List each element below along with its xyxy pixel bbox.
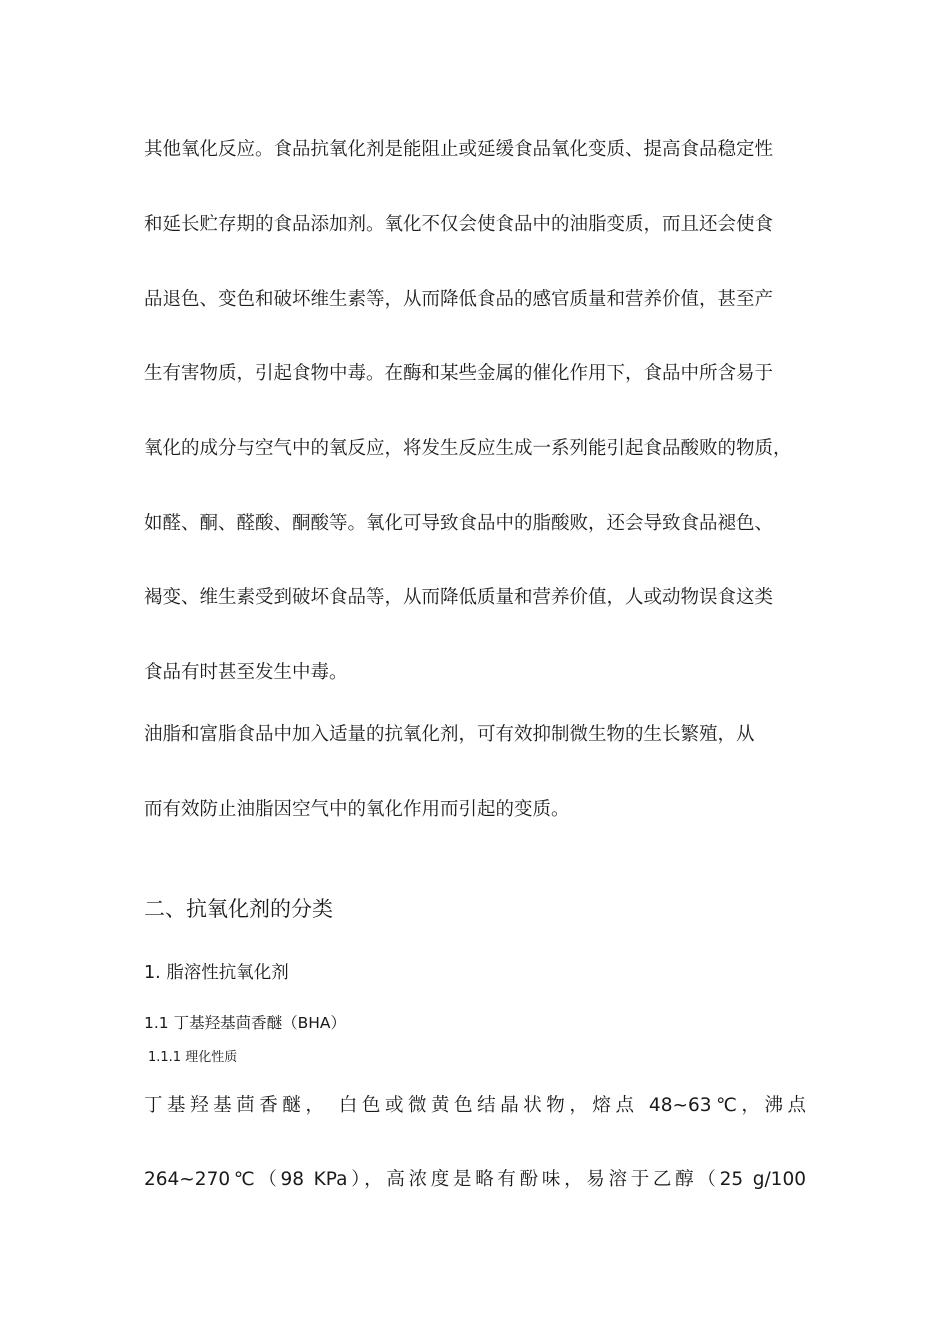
text-line: 褐变、维生素受到破坏食品等，从而降低质量和营养价值，人或动物误食这类 bbox=[144, 587, 774, 608]
text-line: 品退色、变色和破坏维生素等，从而降低食品的感官质量和营养价值，甚至产 bbox=[144, 289, 774, 310]
subsection-heading-bha: 1.1 丁基羟基茴香醚（BHA） bbox=[144, 1014, 346, 1032]
text-line: 丁基羟基茴香醚， 白色或微黄色结晶状物，熔点 48~63℃，沸点 bbox=[144, 1095, 806, 1116]
subsection-heading-fat-soluble: 1. 脂溶性抗氧化剂 bbox=[144, 963, 289, 983]
text-line: 264~270℃（98 KPa），高浓度是略有酚味，易溶于乙醇（25 g/100 bbox=[144, 1169, 806, 1190]
text-line: 氧化的成分与空气中的氧反应，将发生反应生成一系列能引起食品酸败的物质， bbox=[144, 438, 792, 459]
text-line: 如醛、酮、醛酸、酮酸等。氧化可导致食品中的脂酸败，还会导致食品褪色、 bbox=[144, 513, 774, 534]
section-heading-classification: 二、抗氧化剂的分类 bbox=[144, 897, 333, 921]
text-line: 而有效防止油脂因空气中的氧化作用而引起的变质。 bbox=[144, 799, 570, 820]
text-line: 其他氧化反应。食品抗氧化剂是能阻止或延缓食品氧化变质、提高食品稳定性 bbox=[144, 139, 774, 160]
text-line: 油脂和富脂食品中加入适量的抗氧化剂，可有效抑制微生物的生长繁殖，从 bbox=[144, 724, 755, 745]
text-line: 食品有时甚至发生中毒。 bbox=[144, 662, 348, 683]
text-line: 和延长贮存期的食品添加剂。氧化不仅会使食品中的油脂变质，而且还会使食 bbox=[144, 214, 774, 235]
text-line: 生有害物质，引起食物中毒。在酶和某些金属的催化作用下，食品中所含易于 bbox=[144, 363, 774, 384]
subsection-heading-properties: 1.1.1 理化性质 bbox=[148, 1050, 238, 1065]
